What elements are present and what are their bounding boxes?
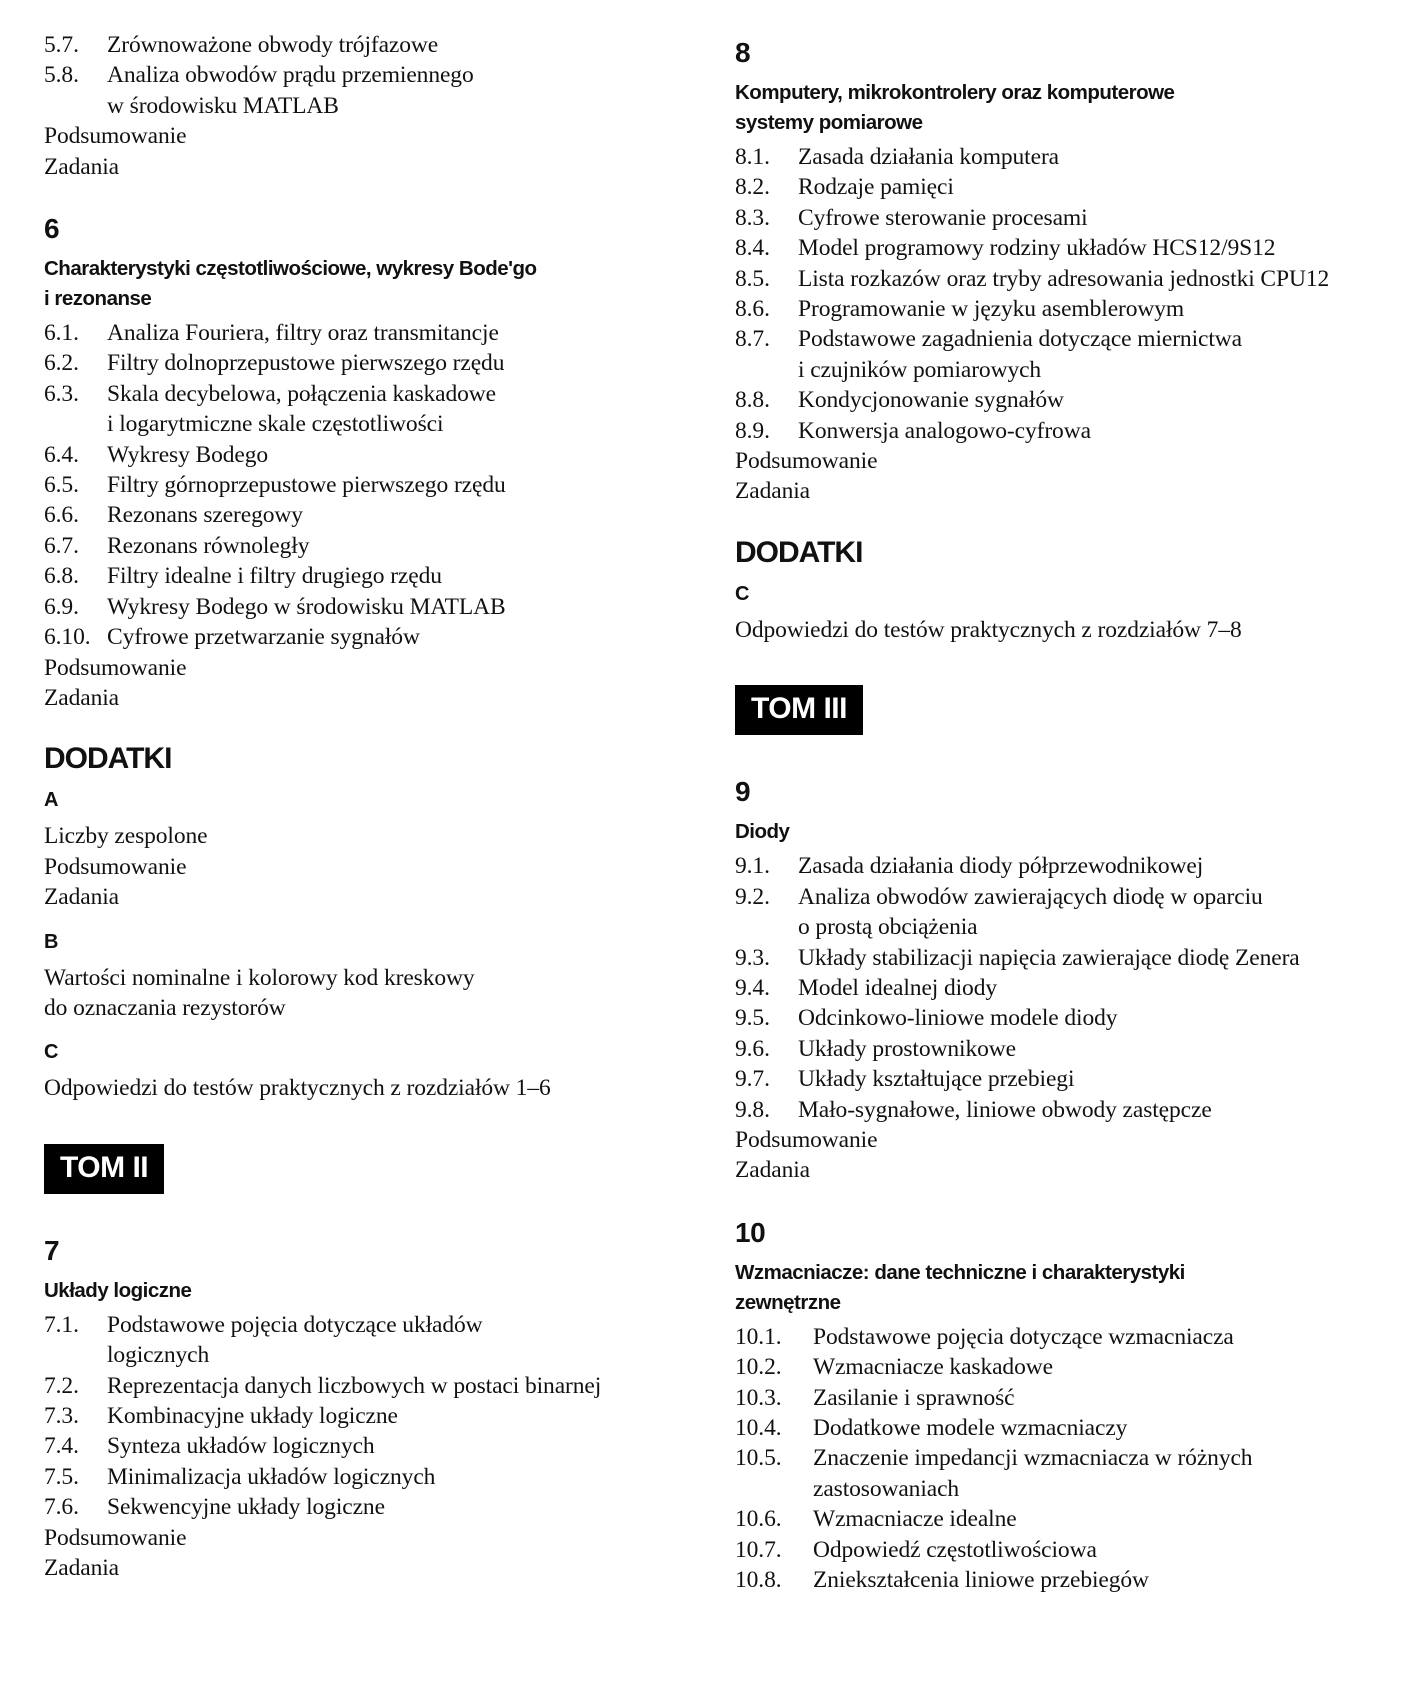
chapter-number: 8 <box>735 37 751 68</box>
toc-entry <box>44 561 684 591</box>
appendix-entry: Odpowiedzi do testów praktycznych z rozdziałów 1–6 <box>44 1075 551 1102</box>
entry-title: Podstawowe pojęcia dotyczące wzmacniacza <box>813 1323 1234 1350</box>
entry-number: 6.7. <box>44 532 79 559</box>
chapter-number: 10 <box>735 1216 766 1248</box>
entry-title: Reprezentacja danych liczbowych w postaci binarnej <box>107 1372 602 1399</box>
entry-title: Filtry górnoprzepustowe pierwszego rzędu <box>107 472 506 499</box>
tasks-entry: Zadania <box>44 153 119 180</box>
toc-entry <box>44 379 684 409</box>
appendix-entry: Liczby zespolone <box>44 823 208 850</box>
volume-banner-wrap <box>735 685 1395 735</box>
toc-entry <box>44 1431 684 1461</box>
appendix-entry: Odpowiedzi do testów praktycznych z rozdziałów 7–8 <box>735 616 1242 643</box>
toc-entry <box>735 264 1395 294</box>
toc-entry <box>735 172 1395 202</box>
volume-banner-wrap <box>44 1144 684 1194</box>
entry-number: 8.5. <box>735 265 770 292</box>
toc-entry <box>44 1371 684 1401</box>
entry-number: 9.2. <box>735 883 770 910</box>
entry-title: Cyfrowe przetwarzanie sygnałów <box>107 624 420 651</box>
appendix-entry: do oznaczania rezystorów <box>44 994 286 1021</box>
entry-title: Wykresy Bodego <box>107 441 269 468</box>
entry-title: Cyfrowe sterowanie procesami <box>798 204 1088 231</box>
entry-title-continuation: i czujników pomiarowych <box>798 356 1042 383</box>
chapter-title: Diody <box>735 820 790 844</box>
volume-banner: TOM III <box>735 685 863 735</box>
entry-number: 8.3. <box>735 204 770 231</box>
entry-title: Odpowiedź częstotliwościowa <box>813 1536 1097 1563</box>
entry-number: 9.7. <box>735 1066 770 1093</box>
toc-entry <box>735 233 1395 263</box>
toc-entry <box>735 943 1395 973</box>
toc-entry <box>735 1034 1395 1064</box>
entry-title: Wykresy Bodego w środowisku MATLAB <box>107 593 506 620</box>
chapter-title-line: Komputery, mikrokontrolery oraz komputerowe <box>735 81 1175 104</box>
entry-number: 7.3. <box>44 1402 79 1429</box>
entry-number: 10.7. <box>735 1536 782 1563</box>
entry-title: Kombinacyjne układy logiczne <box>107 1402 398 1429</box>
toc-entry <box>735 1003 1395 1033</box>
entry-number: 6.3. <box>44 380 79 407</box>
chapter-title-line: systemy pomiarowe <box>735 111 923 134</box>
entry-title: Kondycjonowanie sygnałów <box>798 387 1064 414</box>
entry-title-continuation: zastosowaniach <box>813 1475 960 1502</box>
summary-entry: Podsumowanie <box>44 654 187 681</box>
chapter-number: 9 <box>735 776 751 808</box>
toc-entry <box>44 318 684 348</box>
toc-entry <box>735 1383 1395 1413</box>
entry-title: Mało-sygnałowe, liniowe obwody zastępcze <box>798 1096 1212 1123</box>
entry-title: Model programowy rodziny układów HCS12/9S12 <box>798 235 1276 262</box>
entry-number: 10.5. <box>735 1445 782 1472</box>
entry-number: 10.6. <box>735 1506 782 1533</box>
entry-number: 7.6. <box>44 1494 79 1521</box>
entry-title: Programowanie w języku asemblerowym <box>798 296 1185 323</box>
tasks-entry: Zadania <box>44 1555 119 1581</box>
entry-number: 5.8. <box>44 62 79 89</box>
entry-number: 9.1. <box>735 853 770 880</box>
toc-left-column <box>44 30 684 1583</box>
entry-title: Analiza obwodów zawierających diodę w oparciu <box>798 883 1263 910</box>
toc-entry <box>735 294 1395 324</box>
entry-title: Model idealnej diody <box>798 974 998 1001</box>
toc-entry <box>735 1565 1395 1595</box>
entry-number: 9.4. <box>735 974 770 1001</box>
entry-title: Rezonans szeregowy <box>107 502 303 529</box>
entry-title: Synteza układów logicznych <box>107 1433 375 1460</box>
appendix-letter: A <box>44 789 59 812</box>
toc-entry <box>735 1535 1395 1565</box>
entry-number: 7.2. <box>44 1372 79 1399</box>
entry-number: 6.6. <box>44 502 79 529</box>
entry-title: Odcinkowo-liniowe modele diody <box>798 1005 1118 1032</box>
summary-entry: Podsumowanie <box>735 1126 878 1153</box>
toc-entry <box>735 1504 1395 1534</box>
appendices-heading: DODATKI <box>44 742 172 776</box>
tasks-entry: Zadania <box>44 684 119 711</box>
entry-number: 10.8. <box>735 1567 782 1593</box>
entry-number: 8.1. <box>735 144 770 170</box>
tasks-entry: Zadania <box>735 478 810 505</box>
entry-number: 8.2. <box>735 174 770 201</box>
entry-title-continuation: i logarytmiczne skale częstotliwości <box>107 411 444 438</box>
chapter-title: Układy logiczne <box>44 1278 192 1302</box>
summary-entry: Podsumowanie <box>735 448 878 475</box>
toc-entry <box>44 348 684 378</box>
entry-title: Lista rozkazów oraz tryby adresowania jednostki CPU12 <box>798 265 1330 292</box>
chapter-title-line: i rezonanse <box>44 287 152 311</box>
chapter-title <box>44 254 684 314</box>
entry-title: Wzmacniacze idealne <box>813 1506 1017 1533</box>
entry-title: Filtry idealne i filtry drugiego rzędu <box>107 563 442 590</box>
entry-number: 6.8. <box>44 563 79 590</box>
entry-number: 7.4. <box>44 1433 79 1460</box>
entry-number: 6.5. <box>44 472 79 499</box>
summary-entry: Podsumowanie <box>44 1524 187 1551</box>
entry-title: Układy stabilizacji napięcia zawierające diodę Zenera <box>798 944 1300 971</box>
entry-title: Minimalizacja układów logicznych <box>107 1463 436 1490</box>
entry-title: Analiza Fouriera, filtry oraz transmitancje <box>107 320 499 347</box>
entry-number: 10.4. <box>735 1414 782 1441</box>
toc-entry <box>735 1064 1395 1094</box>
toc-entry <box>735 324 1395 354</box>
entry-title: Analiza obwodów prądu przemiennego <box>107 62 474 89</box>
entry-number: 7.1. <box>44 1311 79 1338</box>
entry-title: Zrównoważone obwody trójfazowe <box>107 32 439 58</box>
toc-entry <box>44 1492 684 1522</box>
toc-entry <box>735 882 1395 912</box>
entry-number: 9.3. <box>735 944 770 971</box>
toc-entry <box>735 1095 1395 1125</box>
toc-entry <box>735 385 1395 415</box>
toc-right-column <box>735 30 1395 1595</box>
summary-entry: Podsumowanie <box>44 123 187 150</box>
entry-title: Podstawowe pojęcia dotyczące układów <box>107 1311 483 1338</box>
entry-number: 8.4. <box>735 235 770 262</box>
appendix-entry: Podsumowanie <box>44 853 187 880</box>
toc-entry <box>44 470 684 500</box>
toc-entry <box>735 1352 1395 1382</box>
chapter-title <box>735 1258 1395 1318</box>
toc-entry <box>735 1413 1395 1443</box>
tasks-entry: Zadania <box>735 1157 810 1184</box>
toc-entry <box>735 416 1395 446</box>
entry-number: 5.7. <box>44 32 79 58</box>
chapter-number: 6 <box>44 213 60 245</box>
toc-entry <box>44 1401 684 1431</box>
entry-number: 9.5. <box>735 1005 770 1032</box>
entry-title: Sekwencyjne układy logiczne <box>107 1494 385 1521</box>
chapter-number: 7 <box>44 1234 60 1266</box>
toc-entry <box>735 851 1395 881</box>
chapter-title-line: Wzmacniacze: dane techniczne i charakterystyki <box>735 1260 1185 1284</box>
entry-title: Podstawowe zagadnienia dotyczące miernictwa <box>798 326 1242 353</box>
toc-entry <box>44 60 684 90</box>
entry-title: Zniekształcenia liniowe przebiegów <box>813 1567 1149 1593</box>
toc-entry <box>44 622 684 652</box>
entry-title: Układy kształtujące przebiegi <box>798 1066 1075 1093</box>
chapter-title <box>735 78 1395 138</box>
appendix-letter: C <box>735 582 750 605</box>
entry-title: Zasilanie i sprawność <box>813 1384 1015 1411</box>
entry-title: Wzmacniacze kaskadowe <box>813 1354 1053 1381</box>
toc-entry <box>44 1462 684 1492</box>
toc-entry <box>44 500 684 530</box>
toc-entry <box>735 1443 1395 1473</box>
appendix-letter: B <box>44 930 59 953</box>
entry-title-continuation: o prostą obciążenia <box>798 914 978 941</box>
entry-number: 6.2. <box>44 350 79 377</box>
entry-number: 9.8. <box>735 1096 770 1123</box>
toc-entry <box>44 440 684 470</box>
entry-number: 10.3. <box>735 1384 782 1411</box>
entry-title: Filtry dolnoprzepustowe pierwszego rzędu <box>107 350 505 377</box>
entry-title: Rodzaje pamięci <box>798 174 954 201</box>
toc-entry <box>735 203 1395 233</box>
entry-number: 10.1. <box>735 1323 782 1350</box>
entry-title: Układy prostownikowe <box>798 1035 1016 1062</box>
entry-number: 8.7. <box>735 326 770 353</box>
entry-title: Zasada działania komputera <box>798 144 1059 170</box>
toc-entry <box>44 30 684 60</box>
entry-number: 6.4. <box>44 441 79 468</box>
entry-title: Dodatkowe modele wzmacniaczy <box>813 1414 1128 1441</box>
entry-title: Zasada działania diody półprzewodnikowej <box>798 853 1204 880</box>
appendices-heading: DODATKI <box>735 535 863 569</box>
entry-number: 9.6. <box>735 1035 770 1062</box>
entry-title: Konwersja analogowo-cyfrowa <box>798 417 1091 444</box>
entry-title: Znaczenie impedancji wzmacniacza w różnych <box>813 1445 1253 1472</box>
entry-number: 8.8. <box>735 387 770 414</box>
entry-title: Rezonans równoległy <box>107 532 310 559</box>
toc-entry <box>735 1322 1395 1352</box>
entry-title: Skala decybelowa, połączenia kaskadowe <box>107 380 496 407</box>
entry-title-continuation: w środowisku MATLAB <box>107 92 339 119</box>
entry-number: 8.6. <box>735 296 770 323</box>
chapter-title-line: Charakterystyki częstotliwościowe, wykresy Bode'go <box>44 257 537 281</box>
toc-entry <box>44 1310 684 1340</box>
entry-number: 7.5. <box>44 1463 79 1490</box>
entry-title-continuation: logicznych <box>107 1342 210 1369</box>
entry-number: 6.1. <box>44 320 79 347</box>
entry-number: 6.9. <box>44 593 79 620</box>
entry-number: 6.10. <box>44 624 91 651</box>
chapter-title-line: zewnętrzne <box>735 1290 841 1314</box>
toc-entry <box>735 973 1395 1003</box>
appendix-entry: Wartości nominalne i kolorowy kod kreskowy <box>44 964 475 991</box>
toc-entry <box>44 531 684 561</box>
volume-banner: TOM II <box>44 1144 164 1194</box>
toc-entry <box>735 142 1395 172</box>
appendix-entry: Zadania <box>44 884 119 911</box>
entry-number: 8.9. <box>735 417 770 444</box>
entry-number: 10.2. <box>735 1354 782 1381</box>
appendix-letter: C <box>44 1041 59 1064</box>
toc-entry <box>44 592 684 622</box>
